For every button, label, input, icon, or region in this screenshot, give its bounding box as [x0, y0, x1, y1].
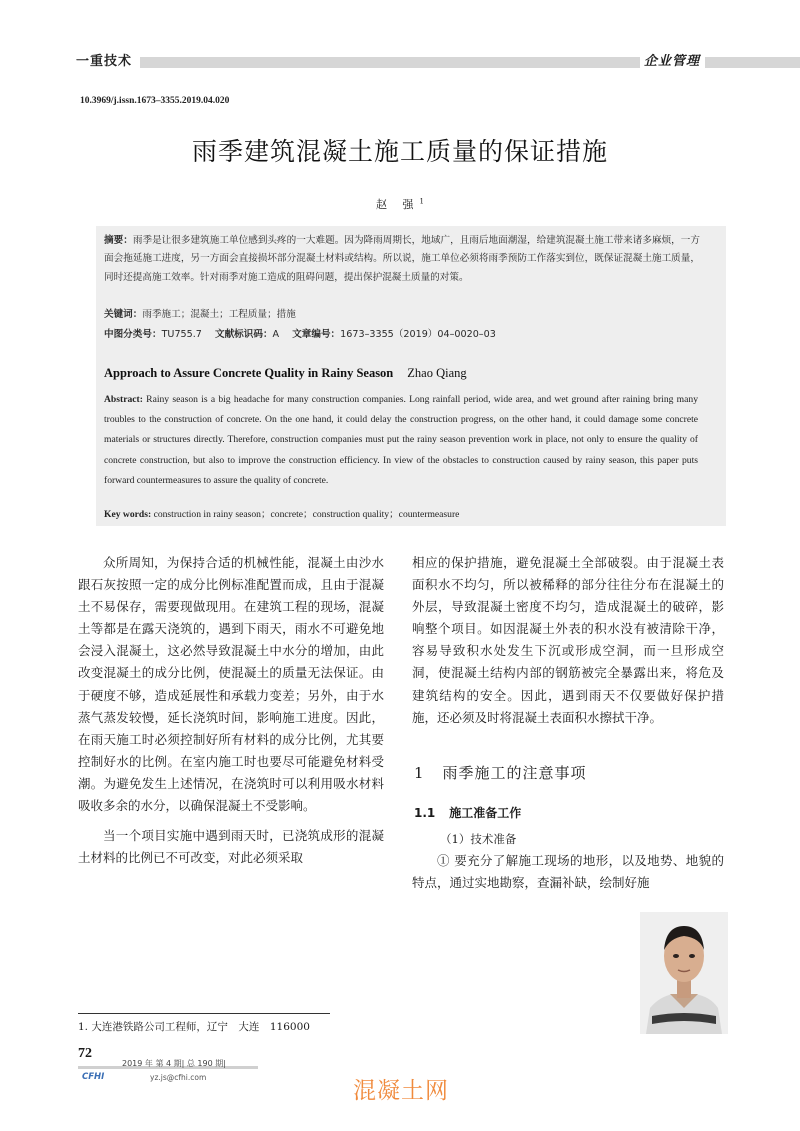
body-column-right	[412, 552, 724, 729]
keywords-text: 雨季施工；混凝土；工程质量；措施	[142, 309, 296, 320]
english-title-text: Approach to Assure Concrete Quality in Rainy Season	[104, 366, 394, 380]
header-divider	[140, 57, 640, 68]
section-number: 1	[414, 764, 425, 782]
body-paragraph-2-start: 当一个项目实施中遇到雨天时，已浇筑成形的混凝土材料的比例已不可改变，对此必须采取	[78, 828, 384, 866]
clc-label: 中图分类号：	[104, 329, 162, 340]
journal-section-label: 一重技术	[76, 54, 133, 69]
page-number: 72	[78, 1046, 92, 1061]
english-abstract	[104, 390, 698, 491]
issue-info: 2019 年 第 4 期| 总 190 期|	[122, 1059, 226, 1068]
section-title: 雨季施工的注意事项	[442, 764, 587, 782]
clc-value: TU755.7	[161, 329, 202, 340]
english-abstract-label: Abstract:	[104, 394, 143, 405]
subsection-number: 1.1	[414, 806, 436, 820]
chinese-abstract	[104, 232, 700, 287]
body-item-1: ① 要充分了解施工现场的地形，以及地势、地貌的特点，通过实地勘察，查漏补缺，绘制好施	[412, 853, 724, 891]
author	[0, 196, 800, 212]
footnote-divider	[78, 1013, 330, 1014]
abstract-text: 雨季是让很多建筑施工单位感到头疼的一大难题。因为降雨周期长，地域广，且雨后地面潮湿，给建筑混凝土施工带来诸多麻烦，一方面会拖延施工进度，另一方面会直接损坏部分混凝土材料或结构。所以说，施工单位必须将雨季预防工作落实到位，既保证混凝土施工质量，同时还提高施工效率。针对雨季对施工造成的阻碍问题，提出保护混凝土质量的对策。	[104, 235, 701, 283]
author-name: 赵 强	[376, 198, 420, 211]
cfhi-logo: CFHI	[82, 1072, 105, 1082]
english-author: Zhao Qiang	[407, 366, 467, 380]
english-title	[104, 366, 467, 381]
author-portrait-icon	[640, 912, 728, 1034]
author-affiliation-mark: 1	[419, 197, 424, 206]
section-heading-1	[414, 762, 587, 783]
watermark: 混凝土网	[353, 1078, 449, 1104]
author-photo	[640, 912, 728, 1034]
subsection-heading-1-1	[414, 804, 521, 821]
header-right-divider	[705, 57, 800, 68]
body-column-right-lower	[412, 850, 724, 894]
english-keywords-label: Key words:	[104, 509, 152, 520]
keywords-label: 关键词：	[104, 309, 143, 320]
column-label: 企业管理	[644, 54, 701, 69]
article-title: 雨季建筑混凝土施工质量的保证措施	[191, 137, 608, 166]
english-abstract-text: Rainy season is a big headache for many construction companies. Long rainfall period, wide area, and wet ground after raining bring many troubles to the construction of concrete. On the one hand, it could delay the construction progress, on the other hand, it could damage some concrete materials or structures directly. Therefore, construction companies must put the rainy season prevention work in place, not only to ensure the quality of concrete construction, but also to improve the construction efficiency. In view of the obstacles to construction caused by rainy season, this paper puts forward countermeasures to assure the quality of concrete.	[104, 394, 698, 486]
abstract-label: 摘要：	[104, 235, 133, 246]
classification-line	[104, 326, 496, 340]
subsection-title: 施工准备工作	[449, 806, 522, 820]
article-no-value: 1673–3355（2019）04–0020–03	[340, 329, 496, 340]
contact-email[interactable]: yz.js@cfhi.com	[150, 1073, 207, 1082]
english-keywords	[104, 506, 459, 520]
running-header	[0, 52, 800, 72]
body-column-left	[78, 552, 384, 869]
doc-code-value: A	[272, 329, 280, 340]
body-paragraph-1: 众所周知，为保持合适的机械性能，混凝土由沙水跟石灰按照一定的成分比例标准配置而成，且由于混凝土不易保存，需要现做现用。在建筑工程的现场，混凝土等都是在露天浇筑的，遇到下雨天，雨水不可避免地会浸入混凝土，这必然导致混凝土中水分的增加，由此改变混凝土的成分比例，使混凝土的质量无法保证。由于硬度不够，造成延展性和承载力变差；另外，由于水蒸气蒸发较慢，延长浇筑时间，影响施工进度。因此，在雨天施工时必须控制好所有材料的成分比例，尤其要控制好水的比例。在室内施工时也要尽可能避免材料受潮。为避免发生上述情况，在浇筑时可以利用吸水材料吸收多余的水分，以确保混凝土不受影响。	[78, 555, 384, 814]
doi[interactable]: 10.3969/j.issn.1673–3355.2019.04.020	[80, 96, 230, 106]
footnote: 1. 大连港铁路公司工程师，辽宁 大连 116000	[78, 1021, 310, 1033]
subsubsection-heading: （1）技术准备	[440, 832, 517, 846]
english-keywords-text: construction in rainy season；concrete；construction quality；countermeasure	[153, 509, 460, 520]
article-no-label: 文章编号：	[292, 329, 341, 340]
keywords-line	[104, 306, 296, 320]
body-paragraph-2-continued: 相应的保护措施，避免混凝土全部破裂。由于混凝土表面积水不均匀，所以被稀释的部分往往分布在混凝土的外层，导致混凝土密度不均匀，造成混凝土的破碎，影响整个项目。如因混凝土外表的积水没有被清除干净，容易导致积水处发生下沉或形成空洞，而一旦形成空洞，使混凝土结构内部的钢筋被完全暴露出来，将危及建筑结构的安全。因此，遇到雨天不仅要做好保护措施，还必须及时将混凝土表面积水擦拭干净。	[412, 555, 724, 725]
doc-code-label: 文献标识码：	[214, 329, 273, 340]
